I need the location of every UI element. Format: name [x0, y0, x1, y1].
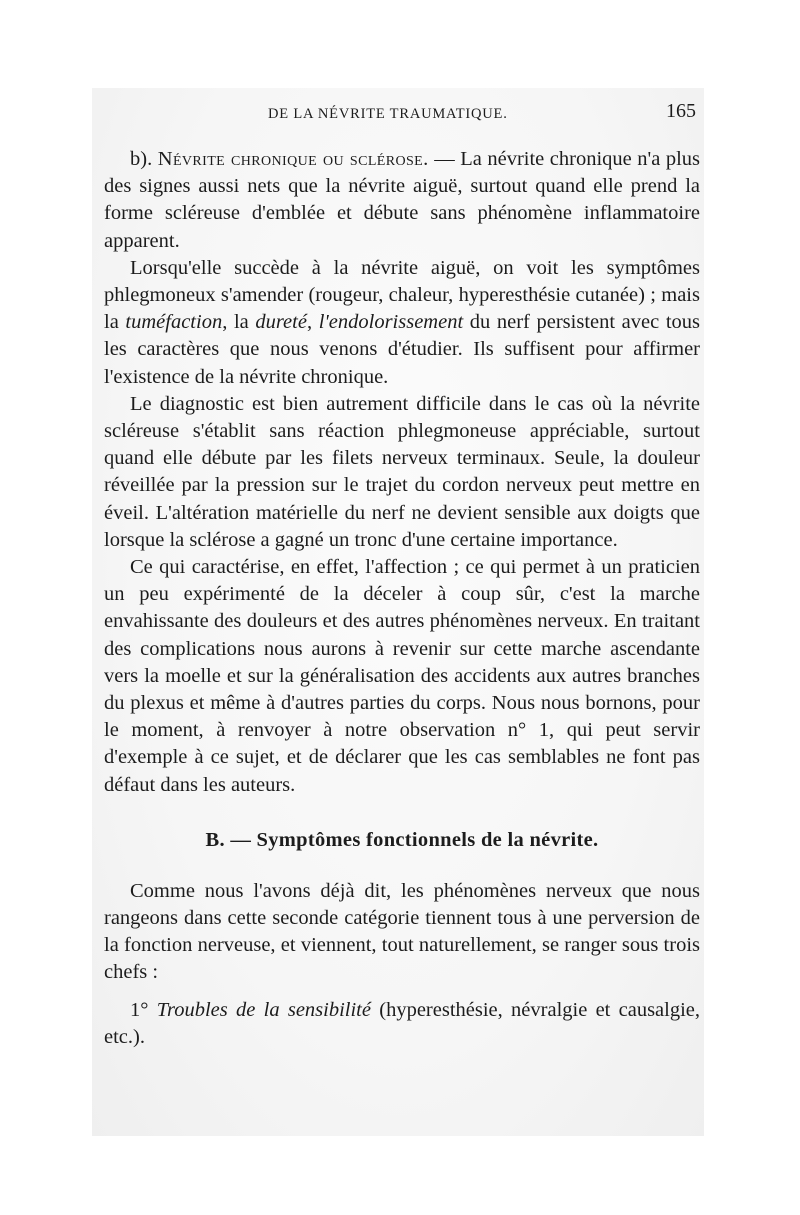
- subsection-heading: Névrite chronique ou sclérose.: [157, 148, 429, 170]
- page-number: 165: [666, 100, 696, 122]
- paragraph-text: (hyperesthésie, névralgie et causalgie, etc.).: [104, 998, 701, 1048]
- emphasis-tumefaction: tuméfaction: [125, 311, 223, 334]
- emphasis-sensibility: Troubles de la sensibilité: [156, 998, 371, 1021]
- running-title: DE LA NÉVRITE TRAUMATIQUE.: [268, 106, 508, 122]
- paragraph-chronic-neuritis: [104, 146, 700, 255]
- paragraph-functional-symptoms: Comme nous l'avons déjà dit, les phénomènes nerveux que nous rangeons dans cette seconde catégorie tiennent tous à une perversion de la fonction nerveuse, et viennent, tout naturellement, se ranger sous trois chefs :: [104, 879, 700, 984]
- paragraph-text: — La névrite chronique n'a plus des signes aussi nets que la névrite aiguë, surtout quand elle prend la forme scléreuse d'emblée et débute sans phénomène inflammatoire apparent.: [104, 148, 701, 252]
- text-block: [104, 96, 700, 1051]
- subsection-label: b).: [130, 148, 153, 170]
- paragraph-text: ,: [306, 311, 319, 334]
- emphasis-endolorissement: l'endolorissement: [318, 311, 464, 334]
- paragraph-text: du nerf persistent avec tous les caractères que nous venons d'étudier. Ils suffisent pour affirmer l'existence de la névrite chronique.: [104, 311, 700, 388]
- paragraph-acute-succession: [104, 255, 700, 391]
- paragraph-list-item-1: [104, 997, 700, 1051]
- emphasis-durete: dureté: [255, 311, 307, 334]
- running-head: [104, 96, 700, 136]
- paragraph-text: Lorsqu'elle succède à la névrite aiguë, on voit les symptômes phlegmoneux s'amender (rougeur, chaleur, hyperesthésie cutanée) ; mais la: [104, 256, 700, 334]
- section-heading: B. — Symptômes fonctionnels de la névrite.: [205, 828, 599, 851]
- list-number: 1°: [130, 998, 149, 1021]
- paragraph-text: , la: [222, 311, 256, 334]
- paragraph-characterization: Ce qui caractérise, en effet, l'affection ; ce qui permet à un praticien un peu expérimenté de la déceler à coup sûr, c'est la marche envahissante des douleurs et des autres phénomènes nerveux. En traitant des complications nous aurons à revenir sur cette marche ascendante vers la moelle et sur la généralisation des accidents aux autres branches du plexus et même à d'autres parties du corps. Nous nous bornons, pour le moment, à renvoyer à notre observation n° 1, qui peut servir d'exemple à ce sujet, et de déclarer que les cas semblables ne font pas défaut dans les auteurs.: [104, 556, 700, 796]
- paragraph-diagnosis: Le diagnostic est bien autrement difficile dans le cas où la névrite scléreuse s'établit sans réaction phlegmoneuse appréciable, surtout quand elle débute par les filets nerveux terminaux. Seule, la douleur réveillée par la pression sur le trajet du cordon nerveux peut mettre en éveil. L'altération matérielle du nerf ne devient sensible aux doigts que lorsque la sclérose a gagné un tronc d'une certaine importance.: [104, 392, 700, 551]
